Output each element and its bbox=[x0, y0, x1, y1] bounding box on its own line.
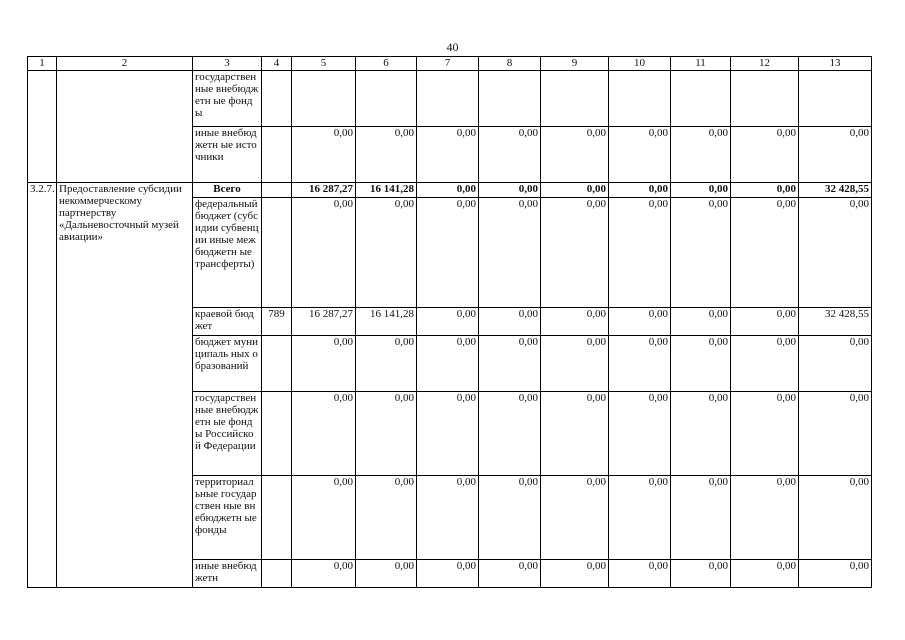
value-cell: 0,00 bbox=[541, 476, 609, 560]
value-cell: 0,00 bbox=[609, 560, 671, 588]
value-cell: 0,00 bbox=[479, 336, 541, 392]
value-cell: 0,00 bbox=[671, 392, 731, 476]
value-cell: 0,00 bbox=[609, 476, 671, 560]
value-cell: 32 428,55 bbox=[799, 308, 872, 336]
column-header: 5 bbox=[292, 57, 356, 71]
column-header: 8 bbox=[479, 57, 541, 71]
value-cell: 0,00 bbox=[799, 560, 872, 588]
value-cell: 0,00 bbox=[417, 308, 479, 336]
value-cell: 0,00 bbox=[479, 560, 541, 588]
column-header: 9 bbox=[541, 57, 609, 71]
value-cell: 0,00 bbox=[731, 198, 799, 308]
value-cell: 0,00 bbox=[731, 560, 799, 588]
item-number-cell: 3.2.7. bbox=[28, 183, 57, 588]
value-cell bbox=[731, 71, 799, 127]
value-cell: 0,00 bbox=[671, 127, 731, 183]
value-cell bbox=[609, 71, 671, 127]
kbk-cell bbox=[262, 198, 292, 308]
value-cell: 0,00 bbox=[799, 476, 872, 560]
value-cell: 0,00 bbox=[292, 476, 356, 560]
item-name-cell bbox=[57, 71, 193, 183]
value-cell: 0,00 bbox=[609, 183, 671, 198]
value-cell: 0,00 bbox=[479, 183, 541, 198]
budget-table bbox=[27, 56, 872, 588]
column-header: 12 bbox=[731, 57, 799, 71]
value-cell: 0,00 bbox=[609, 336, 671, 392]
column-header: 11 bbox=[671, 57, 731, 71]
page-number: 40 bbox=[446, 40, 459, 54]
value-cell: 0,00 bbox=[417, 560, 479, 588]
value-cell: 0,00 bbox=[541, 560, 609, 588]
value-cell: 0,00 bbox=[479, 308, 541, 336]
item-number-cell bbox=[28, 71, 57, 183]
kbk-cell bbox=[262, 392, 292, 476]
value-cell: 0,00 bbox=[417, 336, 479, 392]
value-cell: 0,00 bbox=[356, 198, 417, 308]
value-cell bbox=[799, 71, 872, 127]
value-cell: 0,00 bbox=[292, 198, 356, 308]
value-cell: 0,00 bbox=[609, 127, 671, 183]
value-cell: 0,00 bbox=[356, 392, 417, 476]
value-cell: 0,00 bbox=[731, 308, 799, 336]
value-cell bbox=[417, 71, 479, 127]
value-cell: 32 428,55 bbox=[799, 183, 872, 198]
total-row bbox=[28, 183, 872, 198]
value-cell: 0,00 bbox=[799, 336, 872, 392]
value-cell bbox=[479, 71, 541, 127]
table-row bbox=[28, 71, 872, 127]
value-cell: 0,00 bbox=[541, 183, 609, 198]
kbk-cell: 789 bbox=[262, 308, 292, 336]
value-cell: 0,00 bbox=[799, 127, 872, 183]
value-cell bbox=[671, 71, 731, 127]
funding-source-cell: территориал ьные государствен ные внебюджетн ые фонды bbox=[193, 476, 262, 560]
value-cell: 0,00 bbox=[292, 560, 356, 588]
value-cell: 0,00 bbox=[671, 183, 731, 198]
item-name-cell: Предоставление субсидии некоммерческому партнерству «Дальневосточный музей авиации» bbox=[57, 183, 193, 588]
column-header: 10 bbox=[609, 57, 671, 71]
value-cell bbox=[292, 71, 356, 127]
value-cell: 0,00 bbox=[731, 392, 799, 476]
kbk-cell bbox=[262, 476, 292, 560]
value-cell: 16 287,27 bbox=[292, 183, 356, 198]
value-cell: 0,00 bbox=[479, 476, 541, 560]
value-cell: 0,00 bbox=[417, 127, 479, 183]
column-header: 1 bbox=[28, 57, 57, 71]
value-cell: 0,00 bbox=[671, 476, 731, 560]
funding-source-cell: краевой бюджет bbox=[193, 308, 262, 336]
value-cell bbox=[541, 71, 609, 127]
value-cell: 0,00 bbox=[731, 336, 799, 392]
value-cell: 0,00 bbox=[479, 198, 541, 308]
value-cell: 0,00 bbox=[417, 392, 479, 476]
value-cell: 0,00 bbox=[417, 198, 479, 308]
value-cell: 16 141,28 bbox=[356, 183, 417, 198]
column-header: 7 bbox=[417, 57, 479, 71]
value-cell: 0,00 bbox=[609, 392, 671, 476]
column-number-row bbox=[28, 57, 872, 71]
funding-source-cell: иные внебюджетн bbox=[193, 560, 262, 588]
value-cell: 0,00 bbox=[292, 336, 356, 392]
value-cell: 0,00 bbox=[799, 198, 872, 308]
value-cell: 0,00 bbox=[541, 392, 609, 476]
column-header: 2 bbox=[57, 57, 193, 71]
value-cell: 0,00 bbox=[541, 308, 609, 336]
kbk-cell bbox=[262, 71, 292, 127]
funding-source-cell: государствен ные внебюджетн ые фонды bbox=[193, 71, 262, 127]
value-cell: 0,00 bbox=[292, 127, 356, 183]
kbk-cell bbox=[262, 127, 292, 183]
value-cell: 0,00 bbox=[541, 198, 609, 308]
column-header: 6 bbox=[356, 57, 417, 71]
value-cell: 0,00 bbox=[479, 392, 541, 476]
value-cell: 16 141,28 bbox=[356, 308, 417, 336]
value-cell: 0,00 bbox=[671, 198, 731, 308]
kbk-cell bbox=[262, 183, 292, 198]
value-cell: 0,00 bbox=[356, 336, 417, 392]
value-cell: 0,00 bbox=[541, 127, 609, 183]
value-cell: 0,00 bbox=[799, 392, 872, 476]
funding-source-cell: государствен ные внебюджетн ые фонды Российской Федерации bbox=[193, 392, 262, 476]
value-cell: 0,00 bbox=[417, 476, 479, 560]
value-cell: 16 287,27 bbox=[292, 308, 356, 336]
column-header: 4 bbox=[262, 57, 292, 71]
value-cell: 0,00 bbox=[417, 183, 479, 198]
value-cell: 0,00 bbox=[609, 198, 671, 308]
total-label-cell: Всего bbox=[193, 183, 262, 198]
value-cell: 0,00 bbox=[609, 308, 671, 336]
value-cell: 0,00 bbox=[292, 392, 356, 476]
value-cell: 0,00 bbox=[731, 127, 799, 183]
kbk-cell bbox=[262, 336, 292, 392]
funding-source-cell: иные внебюджетн ые источники bbox=[193, 127, 262, 183]
value-cell: 0,00 bbox=[479, 127, 541, 183]
value-cell: 0,00 bbox=[731, 183, 799, 198]
value-cell: 0,00 bbox=[356, 476, 417, 560]
value-cell: 0,00 bbox=[671, 560, 731, 588]
value-cell bbox=[356, 71, 417, 127]
column-header: 13 bbox=[799, 57, 872, 71]
value-cell: 0,00 bbox=[731, 476, 799, 560]
kbk-cell bbox=[262, 560, 292, 588]
value-cell: 0,00 bbox=[356, 560, 417, 588]
value-cell: 0,00 bbox=[356, 127, 417, 183]
funding-source-cell: федеральный бюджет (субсидии субвенции иные межбюджетн ые трансферты) bbox=[193, 198, 262, 308]
column-header: 3 bbox=[193, 57, 262, 71]
funding-source-cell: бюджет муниципаль ных образований bbox=[193, 336, 262, 392]
value-cell: 0,00 bbox=[671, 336, 731, 392]
value-cell: 0,00 bbox=[671, 308, 731, 336]
value-cell: 0,00 bbox=[541, 336, 609, 392]
